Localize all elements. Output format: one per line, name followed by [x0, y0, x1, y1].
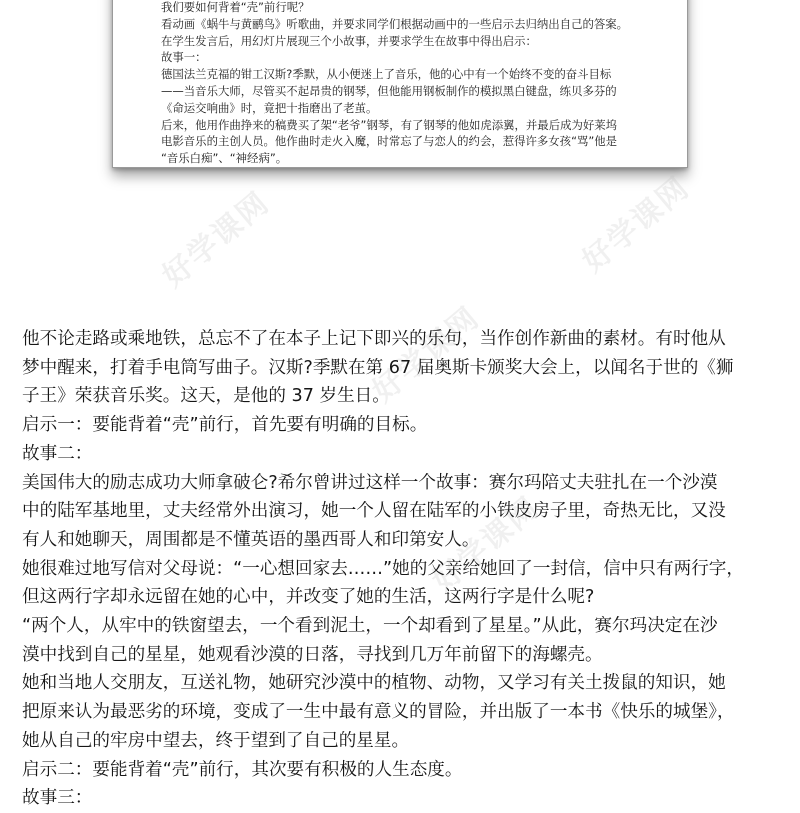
slide-line: 电影音乐的主创人员。他作曲时走火入魔，时常忘了与恋人的约会，惹得许多女孩“骂”他是 [161, 134, 618, 149]
slide-line: “音乐白痴”、“神经病”。 [161, 151, 288, 166]
watermark: 好学课网 [425, 490, 547, 600]
watermark: 好学课网 [575, 170, 697, 280]
article-line: “两个人，从牢中的铁窗望去，一个看到泥土，一个却看到了星星。”从此，赛尔玛决定在沙 [22, 616, 718, 637]
article-line: 启示二：要能背着“壳”前行，其次要有积极的人生态度。 [22, 759, 463, 780]
article-line: 美国伟大的励志成功大师拿破仑?希尔曾讲过这样一个故事：赛尔玛陪丈夫驻扎在一个沙漠 [22, 472, 718, 493]
article-line: 故事三： [22, 788, 93, 809]
article-line: 子王》荣获音乐奖。这天，是他的 37 岁生日。 [22, 386, 390, 407]
article-line: 有人和她聊天，周围都是不懂英语的墨西哥人和印第安人。 [22, 529, 480, 550]
article-line: 但这两行字却永远留在她的心中，并改变了她的生活，这两行字是什么呢? [22, 587, 595, 608]
article-line: 她很难过地写信对父母说：“一心想回家去……”她的父亲给她回了一封信，信中只有两行字， [22, 558, 744, 579]
slide-line: 我们要如何背着“壳”前行呢？ [161, 0, 310, 14]
watermark: 好学课网 [155, 185, 277, 295]
article-line: 她和当地人交朋友，互送礼物，她研究沙漠中的植物、动物，又学习有关土拨鼠的知识，她 [22, 673, 726, 694]
article-line: 启示一：要能背着“壳”前行，首先要有明确的目标。 [22, 415, 428, 436]
article-line: 漠中找到自己的星星，她观看沙漠的日落，寻找到几万年前留下的海螺壳。 [22, 644, 603, 665]
slide-line: 在学生发言后，用幻灯片展现三个小故事，并要求学生在故事中得出启示： [161, 33, 537, 48]
article-line: 中的陆军基地里，丈夫经常外出演习，她一个人留在陆军的小铁皮房子里，奇热无比，又没 [22, 501, 726, 522]
slide-line: ——当音乐大师，尽管买不起昂贵的钢琴，但他能用钢板制作的模拟黑白键盘，练贝多芬的 [161, 83, 617, 98]
article-line: 梦中醒来，打着手电筒写曲子。汉斯?季默在第 67 届奥斯卡颁奖大会上，以闻名于世的《狮 [22, 357, 734, 378]
slide-screenshot [112, 0, 688, 168]
article-body [22, 325, 782, 813]
article-line: 他不论走路或乘地铁，总忘不了在本子上记下即兴的乐句，当作创作新曲的素材。有时他从 [22, 329, 726, 349]
slide-line: 看动画《蜗牛与黄鹂鸟》听歌曲，并要求同学们根据动画中的一些启示去归纳出自己的答案。 [161, 16, 629, 31]
slide-line: 故事一： [161, 50, 207, 65]
slide-line: 德国法兰克福的钳工汉斯?季默，从小便迷上了音乐，他的心中有一个始终不变的奋斗目标 [161, 67, 612, 82]
watermark: 好学课网 [365, 300, 487, 410]
slide-line: 《命运交响曲》时，竟把十指磨出了老茧。 [161, 100, 378, 115]
article-line: 把原来认为最恶劣的环境，变成了一生中最有意义的冒险，并出版了一本书《快乐的城堡》， [22, 702, 735, 723]
article-line: 她从自己的牢房中望去，终于望到了自己的星星。 [22, 730, 410, 751]
article-line: 故事二： [22, 443, 93, 464]
slide-line: 后来，他用作曲挣来的稿费买了架“老爷”钢琴，有了钢琴的他如虎添翼，并最后成为好莱坞 [161, 117, 618, 132]
